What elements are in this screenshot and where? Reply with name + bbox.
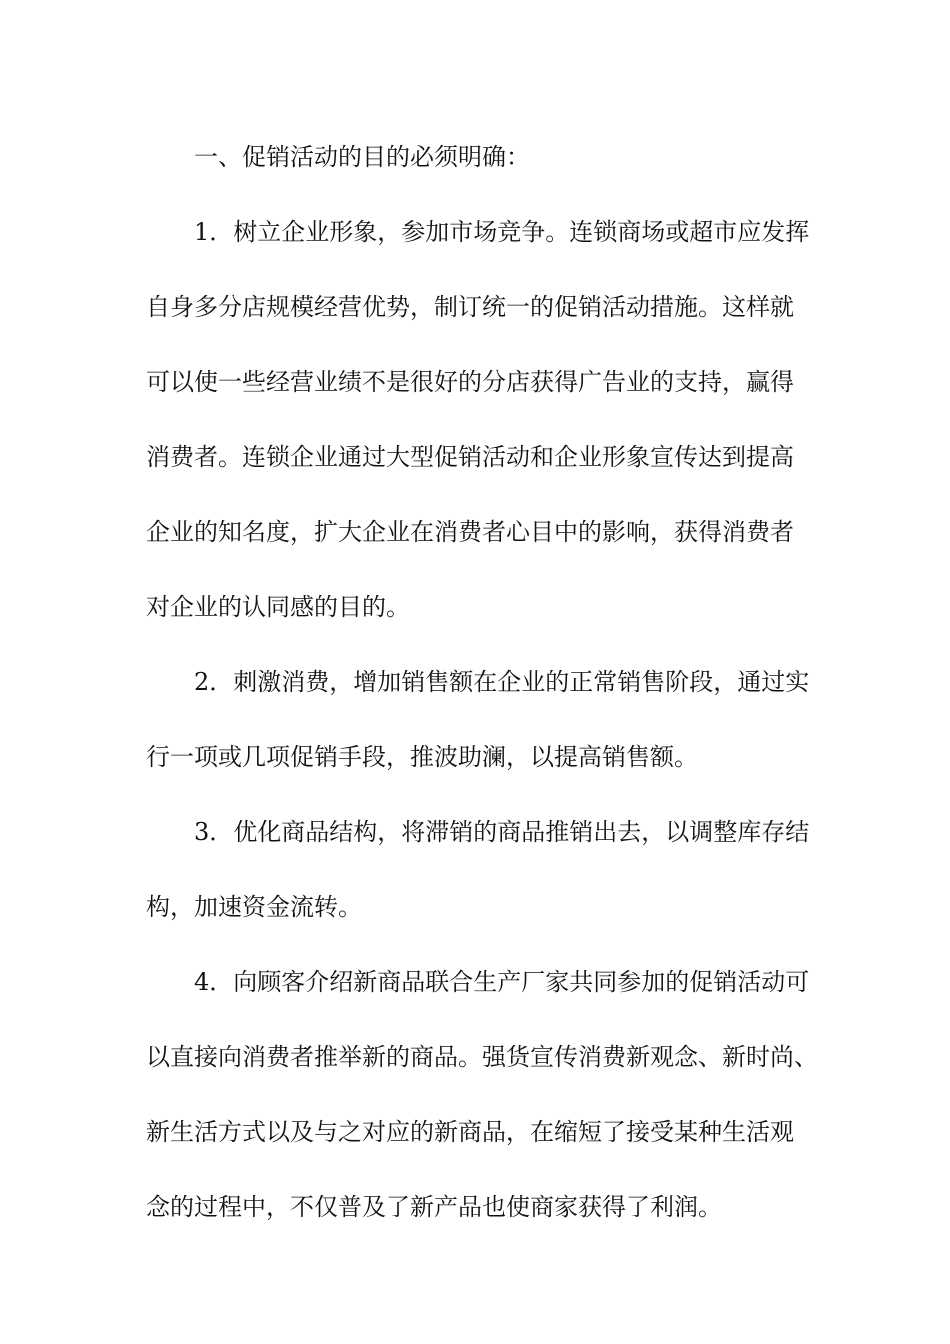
paragraph-line: 可以使一些经营业绩不是很好的分店获得广告业的支持，赢得: [146, 368, 794, 396]
paragraph-2: [146, 645, 808, 795]
paragraph-line: 4．向顾客介绍新商品联合生产厂家共同参加的促销活动可: [194, 968, 810, 996]
paragraph-line: 自身多分店规模经营优势，制订统一的促销活动措施。这样就: [146, 293, 794, 321]
paragraph-3: [146, 795, 808, 945]
paragraph-line: 行一项或几项促销手段，推波助澜，以提高销售额。: [146, 743, 698, 771]
paragraph-line: 新生活方式以及与之对应的新商品，在缩短了接受某种生活观: [146, 1118, 794, 1146]
paragraph-line: 对企业的认同感的目的。: [146, 593, 410, 621]
paragraph-line: 2．刺激消费，增加销售额在企业的正常销售阶段，通过实: [194, 668, 810, 696]
paragraph-line: 构，加速资金流转。: [146, 893, 362, 921]
paragraph-line: 3．优化商品结构，将滞销的商品推销出去，以调整库存结: [194, 818, 810, 846]
paragraph-line: 以直接向消费者推举新的商品。强货宣传消费新观念、新时尚、: [146, 1043, 818, 1071]
paragraph-line: 念的过程中，不仅普及了新产品也使商家获得了利润。: [146, 1193, 722, 1221]
section-heading: 一、促销活动的目的必须明确：: [194, 143, 530, 171]
paragraph-line: 企业的知名度，扩大企业在消费者心目中的影响，获得消费者: [146, 518, 794, 546]
paragraph-4: [146, 945, 818, 1245]
document-body: [146, 120, 818, 1245]
paragraph-line: 1．树立企业形象，参加市场竞争。连锁商场或超市应发挥: [194, 218, 810, 246]
paragraph-1: [146, 195, 808, 645]
paragraph-line: 消费者。连锁企业通过大型促销活动和企业形象宣传达到提高: [146, 443, 794, 471]
